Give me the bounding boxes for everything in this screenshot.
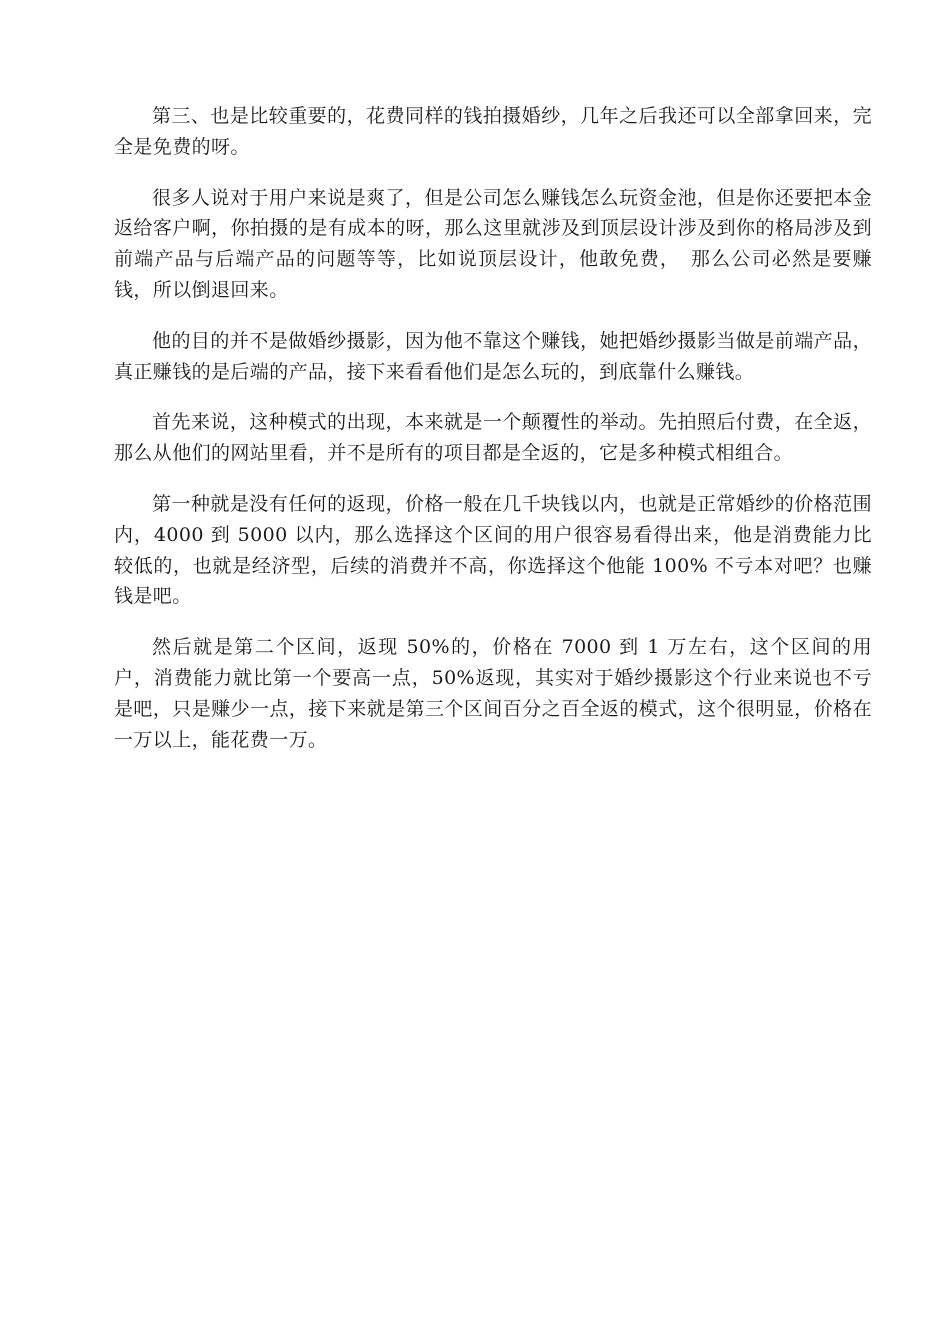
document-body (114, 101, 872, 775)
paragraph-3: 他的目的并不是做婚纱摄影，因为他不靠这个赚钱，她把婚纱摄影当做是前端产品，真正赚钱的是后端的产品，接下来看看他们是怎么玩的，到底靠什么赚钱。 (114, 329, 872, 383)
paragraph-2: 很多人说对于用户来说是爽了，但是公司怎么赚钱怎么玩资金池，但是你还要把本金返给客户啊，你拍摄的是有成本的呀，那么这里就涉及到顶层设计涉及到你的格局涉及到前端产品与后端产品的问题等等，比如说顶层设计，他敢免费， 那么公司必然是要赚钱，所以倒退回来。 (114, 186, 872, 301)
paragraph-6: 然后就是第二个区间，返现 50%的，价格在 7000 到 1 万左右，这个区间的用户，消费能力就比第一个要高一点，50%返现，其实对于婚纱摄影这个行业来说也不亏是吧，只是赚少一点，接下来就是第三个区间百分之百全返的模式，这个很明显，价格在一万以上，能花费一万。 (114, 636, 872, 751)
paragraph-1: 第三、也是比较重要的，花费同样的钱拍摄婚纱，几年之后我还可以全部拿回来，完全是免费的呀。 (114, 105, 872, 158)
paragraph-5: 第一种就是没有任何的返现，价格一般在几千块钱以内，也就是正常婚纱的价格范围内，4000 到 5000 以内，那么选择这个区间的用户很容易看得出来，他是消费能力比较低的，也就是经济型，后续的消费并不高，你选择这个他能 100% 不亏本对吧？也赚钱是吧。 (114, 492, 872, 608)
paragraph-4: 首先来说，这种模式的出现，本来就是一个颠覆性的举动。先拍照后付费，在全返，那么从他们的网站里看，并不是所有的项目都是全返的，它是多种模式相组合。 (114, 411, 872, 465)
